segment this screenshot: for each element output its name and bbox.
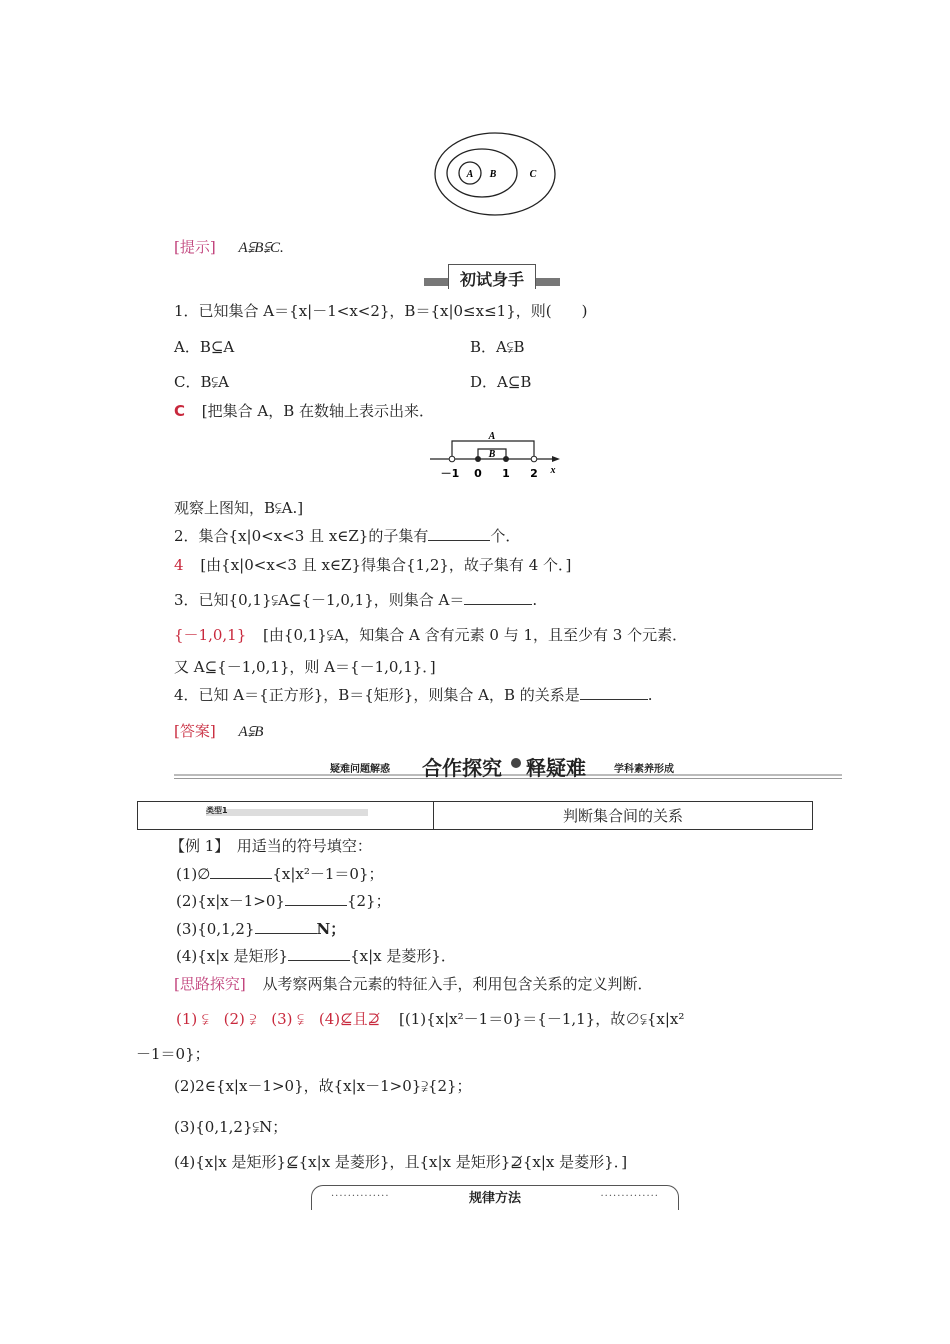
example-item-1 (176, 863, 384, 884)
banner-main1: 合作探究 (422, 756, 502, 780)
banner-right: 学科素养形成 (614, 764, 674, 775)
example-item-2-post: {2}； (346, 892, 391, 910)
numline-tick-0: 0 (474, 467, 482, 480)
q3-answer-text2: 又 A⊆{－1,0,1}，则 A＝{－1,0,1}．] (174, 658, 436, 676)
q2-answer-value: 4 (174, 556, 184, 574)
hint-line (174, 236, 284, 257)
think-label: [思路探究] (174, 975, 246, 993)
example-item-2-pre: (2){x|x－1>0} (176, 892, 285, 910)
q1-stem: 1．已知集合 A＝{x|－1<x<2}，B＝{x|0≤x≤1}，则( ) (174, 302, 588, 320)
example-item-4 (176, 945, 456, 966)
think-text: 从考察两集合元素的特征入手，利用包含关系的定义判断． (262, 975, 653, 993)
venn-diagram (432, 130, 558, 220)
solution-4: (4){x|x 是矩形}⊈{x|x 是菱形}，且{x|x 是矩形}⊉{x|x 是菱形}．] (174, 1153, 628, 1171)
example-answers: (1) ⫋ (2) ⫌ (3) ⫋ (4)⊈且⊉ (176, 1010, 381, 1028)
footer-banner (311, 1185, 679, 1213)
think-line (174, 973, 653, 994)
q3-answer-line (174, 624, 687, 645)
example-head: 【例 1】 用适当的符号填空： (170, 837, 372, 855)
q4-answer-value: A⫋B (238, 724, 264, 740)
q2-stem: 2．集合{x|0<x<3 且 x∈Z}的子集有 (174, 527, 429, 545)
q4-stem: 4．已知 A＝{正方形}，B＝{矩形}，则集合 A，B 的关系是 (174, 686, 580, 704)
numline-tick-1: 1 (502, 467, 510, 480)
q3-stem-line (174, 589, 537, 610)
section-title: 初试身手 (459, 270, 524, 289)
type-table-bar (206, 809, 368, 816)
footer-dots-left: ·············· (331, 1191, 390, 1202)
q2-stem-end: 个． (490, 527, 521, 545)
q1-option-c: C．B⫋A (174, 373, 229, 391)
q3-stem-end: . (532, 591, 538, 609)
example-item-1-post: {x|x²－1＝0}； (272, 865, 384, 883)
q2-stem-line (174, 525, 520, 546)
example-item-4-post: {x|x 是菱形}． (350, 947, 456, 965)
q4-stem-end: . (647, 686, 653, 704)
q3-blank (464, 592, 532, 605)
q4-answer-line (174, 720, 263, 741)
solution-2: (2)2∈{x|x－1>0}，故{x|x－1>0}⫌{2}； (174, 1077, 472, 1095)
example-item-4-blank (288, 948, 350, 961)
footer-banner-title: 规律方法 (468, 1191, 521, 1206)
venn-label-a: A (466, 169, 474, 180)
example-item-3-blank (255, 921, 317, 934)
venn-label-b: B (489, 169, 497, 180)
example-item-3-pre: (3){0,1,2} (176, 920, 255, 938)
type-table (137, 801, 813, 830)
numline-axis-label: x (550, 465, 556, 476)
example-item-1-pre: (1)∅ (176, 865, 211, 883)
q1-option-b: B．A⫋B (470, 338, 525, 356)
type-table-title: 判断集合间的关系 (562, 807, 683, 825)
numline-label-a: A (488, 431, 496, 442)
example-item-3 (176, 918, 345, 939)
banner-dot-icon (511, 758, 521, 768)
q4-stem-line (174, 684, 653, 705)
q1-option-a: A．B⊆A (174, 338, 235, 356)
solution-1b: －1＝0}； (136, 1045, 210, 1063)
q2-answer-line (174, 554, 571, 575)
q1-answer-line (174, 400, 434, 421)
numline-tick-2: 2 (530, 467, 538, 480)
venn-label-c: C (529, 169, 537, 180)
q2-answer-text: [由{x|0<x<3 且 x∈Z}得集合{1,2}，故子集有 4 个．] (200, 556, 572, 574)
example-item-4-pre: (4){x|x 是矩形} (176, 947, 289, 965)
q3-stem: 3．已知{0,1}⫋A⊆{－1,0,1}，则集合 A＝ (174, 591, 465, 609)
type-table-tag: 类型1 (206, 806, 228, 815)
q4-answer-label: [答案] (174, 722, 216, 740)
solution-line-1 (176, 1008, 684, 1029)
solution-1: [(1){x|x²－1＝0}＝{－1,1}，故∅⫋{x|x² (399, 1010, 685, 1028)
example-item-2-blank (285, 893, 347, 906)
banner-main2: 释疑难 (526, 756, 586, 780)
q1-option-d: D．A⊆B (470, 373, 532, 391)
type-table-left-cell (138, 802, 434, 829)
numline-label-b: B (488, 449, 496, 460)
footer-dots-right: ·············· (600, 1191, 659, 1202)
section-banner (174, 752, 842, 782)
example-item-2 (176, 890, 391, 911)
banner-left: 疑难问题解惑 (330, 764, 390, 775)
example-item-3-post: N； (316, 920, 346, 938)
numline-tick-neg1: －1 (440, 467, 460, 480)
q2-blank (428, 528, 490, 541)
q3-answer-text: [由{0,1}⫋A，知集合 A 含有元素 0 与 1，且至少有 3 个元素． (263, 626, 688, 644)
example-item-1-blank (210, 866, 272, 879)
section-title-box (424, 264, 560, 290)
q1-answer-text: [把集合 A，B 在数轴上表示出来． (201, 402, 435, 420)
hint-label: [提示] (174, 238, 216, 256)
q4-blank (580, 687, 648, 700)
q3-answer-value: {－1,0,1} (174, 626, 247, 644)
number-line-figure (428, 428, 562, 484)
q1-answer-letter: C (174, 402, 186, 420)
solution-3: (3){0,1,2}⫋N； (174, 1118, 288, 1136)
q1-answer-end: 观察上图知，B⫋A.] (174, 499, 304, 517)
hint-text: A⫋B⫋C. (238, 240, 284, 256)
